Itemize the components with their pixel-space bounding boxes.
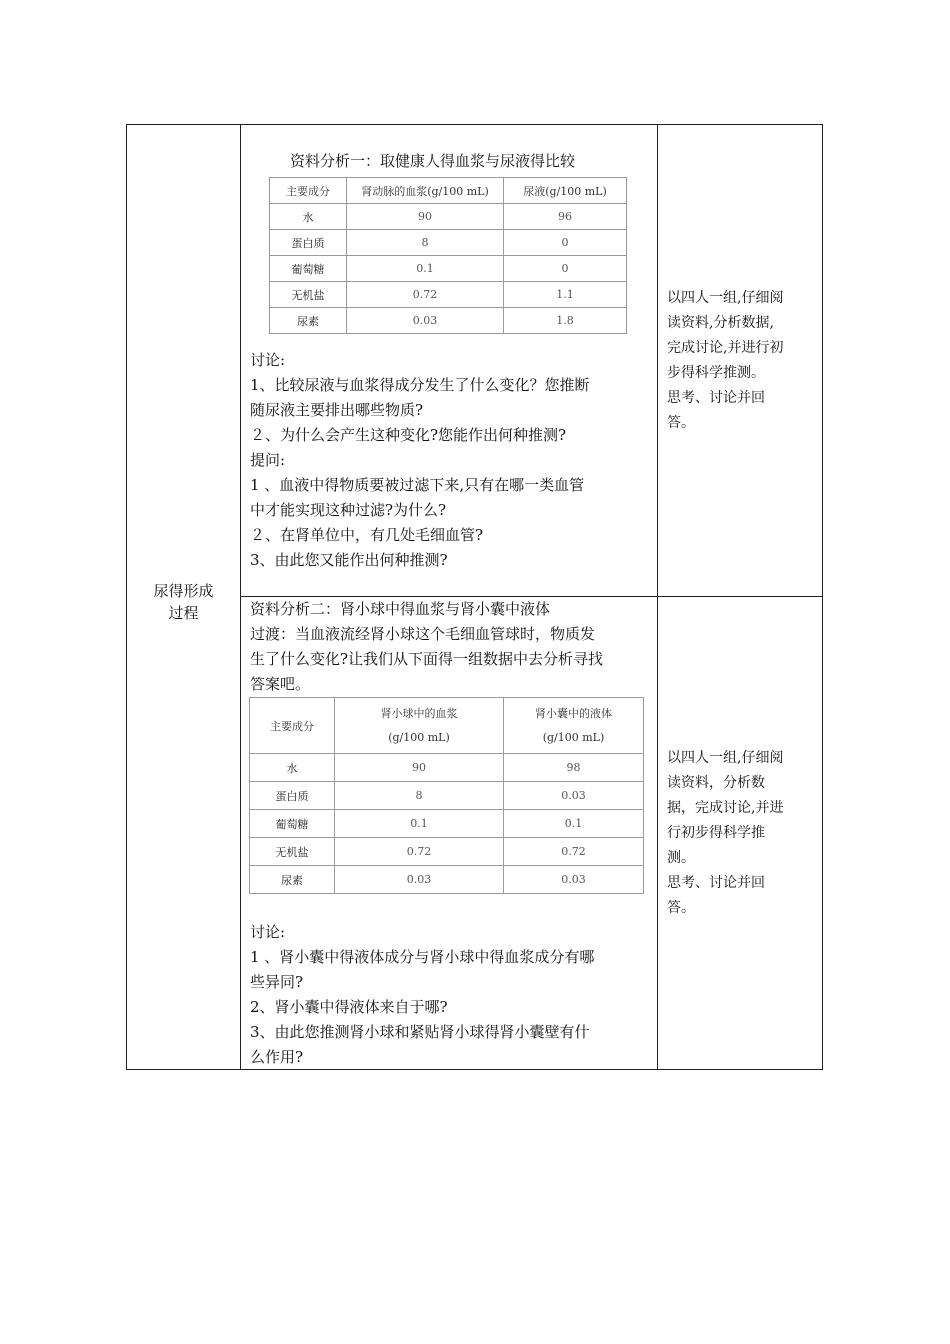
table1-cell: 0 — [504, 230, 627, 256]
table1-header-component: 主要成分 — [270, 178, 347, 204]
glomerulus-capsule-table — [249, 697, 644, 894]
section1-activity — [667, 286, 783, 436]
table-row — [250, 754, 644, 782]
table2-cell: 水 — [250, 754, 335, 782]
activity-line: 以四人一组,仔细阅 — [667, 750, 784, 766]
table1-cell: 1.1 — [504, 282, 627, 308]
table2-cell: 葡萄糖 — [250, 810, 335, 838]
discussion-line: 1 、血液中得物质要被过滤下来,只有在哪一类血管 — [250, 476, 585, 494]
stage-label-line-2: 过程 — [168, 604, 199, 622]
discussion-line: 些异同? — [250, 973, 304, 991]
activity-line: 以四人一组,仔细阅 — [667, 290, 784, 306]
section2-activity — [667, 746, 783, 921]
discussion-line: 随尿液主要排出哪些物质? — [250, 401, 424, 419]
table-row — [270, 230, 627, 256]
column-divider-right — [657, 125, 658, 1069]
table1-cell: 1.8 — [504, 308, 627, 334]
table2-cell: 无机盐 — [250, 838, 335, 866]
stage-label-line-1: 尿得形成 — [153, 582, 214, 600]
table-row — [250, 782, 644, 810]
table2-header-capsule — [504, 698, 644, 754]
table1-cell: 0.03 — [347, 308, 504, 334]
activity-line: 读资料，分析数 — [667, 775, 765, 791]
table1-header-urine: 尿液(g/100 mL) — [504, 178, 627, 204]
table2-header-capsule-label: 肾小囊中的液体 — [535, 706, 612, 720]
table2-cell: 90 — [335, 754, 504, 782]
table1-cell: 尿素 — [270, 308, 347, 334]
activity-line: 读资料,分析数据, — [667, 315, 774, 331]
discussion-line: 3、由此您又能作出何种推测? — [250, 551, 448, 569]
discussion-line: 2、肾小囊中得液体来自于哪? — [250, 998, 448, 1016]
table1-cell: 0.72 — [347, 282, 504, 308]
activity-line: 思考、讨论并回 — [667, 875, 765, 891]
column-divider-left — [240, 125, 241, 1069]
table2-cell: 尿素 — [250, 866, 335, 894]
table1-cell: 蛋白质 — [270, 230, 347, 256]
discussion-line: 么作用? — [250, 1048, 304, 1066]
table2-cell: 98 — [504, 754, 644, 782]
table2-cell: 蛋白质 — [250, 782, 335, 810]
table1-cell: 90 — [347, 204, 504, 230]
table-row — [250, 838, 644, 866]
table1-cell: 0 — [504, 256, 627, 282]
table-row — [270, 204, 627, 230]
discussion-line: 讨论: — [250, 923, 286, 941]
discussion-line: 中才能实现这种过滤?为什么? — [250, 501, 447, 519]
table2-cell: 0.03 — [335, 866, 504, 894]
activity-line: 测。 — [667, 850, 695, 866]
table2-cell: 0.72 — [504, 838, 644, 866]
plasma-urine-table — [269, 177, 627, 334]
table1-header-plasma: 肾动脉的血浆(g/100 mL) — [347, 178, 504, 204]
discussion-line: 1 、肾小囊中得液体成分与肾小球中得血浆成分有哪 — [250, 948, 595, 966]
intro-line: 过渡：当血液流经肾小球这个毛细血管球时，物质发 — [250, 625, 596, 643]
intro-line: 答案吧。 — [250, 675, 311, 693]
section2-discussion — [250, 920, 594, 1070]
table2-header-glomerulus-unit: (g/100 mL) — [388, 730, 450, 744]
table1-cell: 8 — [347, 230, 504, 256]
table2-header-capsule-unit: (g/100 mL) — [542, 730, 605, 744]
stage-label — [127, 580, 240, 624]
table1-cell: 0.1 — [347, 256, 504, 282]
activity-line: 答。 — [667, 415, 695, 431]
table2-cell: 8 — [335, 782, 504, 810]
table2-cell: 0.1 — [504, 810, 644, 838]
activity-line: 思考、讨论并回 — [667, 390, 765, 406]
section1-discussion — [250, 348, 590, 573]
table1-cell: 葡萄糖 — [270, 256, 347, 282]
discussion-line: 讨论: — [250, 351, 286, 369]
discussion-line: ２、为什么会产生这种变化?您能作出何种推测? — [250, 426, 567, 444]
table-row — [250, 866, 644, 894]
intro-line: 生了什么变化?让我们从下面得一组数据中去分析寻找 — [250, 650, 604, 668]
table1-cell: 水 — [270, 204, 347, 230]
table2-cell: 0.03 — [504, 782, 644, 810]
section2-intro — [250, 597, 603, 697]
activity-line: 据，完成讨论,并进 — [667, 800, 784, 816]
table2-cell: 0.72 — [335, 838, 504, 866]
discussion-line: ２、在肾单位中，有几处毛细血管? — [250, 526, 484, 544]
table-row — [270, 256, 627, 282]
table-row — [250, 810, 644, 838]
table-row — [270, 308, 627, 334]
discussion-line: 1、比较尿液与血浆得成分发生了什么变化？您推断 — [250, 376, 590, 394]
discussion-line: 提问: — [250, 451, 286, 469]
table2-header-glomerulus — [335, 698, 504, 754]
activity-line: 答。 — [667, 900, 695, 916]
activity-line: 步得科学推测。 — [667, 365, 765, 381]
table1-cell: 96 — [504, 204, 627, 230]
table1-cell: 无机盐 — [270, 282, 347, 308]
discussion-line: 3、由此您推测肾小球和紧贴肾小球得肾小囊壁有什 — [250, 1023, 590, 1041]
table-row — [270, 282, 627, 308]
activity-line: 行初步得科学推 — [667, 825, 765, 841]
activity-line: 完成讨论,并进行初 — [667, 340, 784, 356]
table2-header-component: 主要成分 — [250, 698, 335, 754]
table2-cell: 0.03 — [504, 866, 644, 894]
intro-line: 资料分析二：肾小球中得血浆与肾小囊中液体 — [250, 600, 551, 618]
section1-title: 资料分析一：取健康人得血浆与尿液得比较 — [290, 152, 576, 170]
table2-header-glomerulus-label: 肾小球中的血浆 — [380, 706, 458, 720]
table2-cell: 0.1 — [335, 810, 504, 838]
